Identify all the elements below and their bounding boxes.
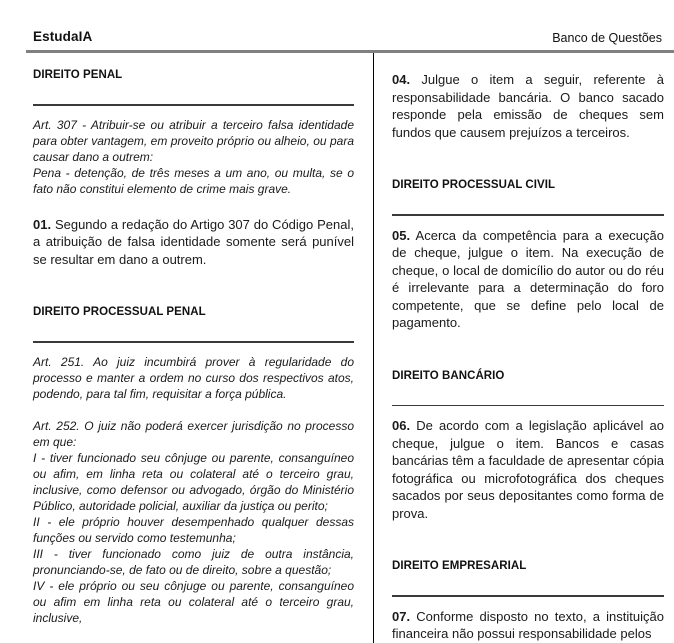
- question-text: Segundo a redação do Artigo 307 do Código Penal, a atribuição de falsa identidade somente será punível se resultar em dano a outrem.: [33, 216, 354, 267]
- question-number: 05.: [392, 227, 411, 243]
- question-text: Acerca da competência para a execução de cheque, julgue o item. Na execução de cheque, o local de domicílio do autor ou do réu é irrelevante para a determinação do foro competente, que se define pelo local de pagamento.: [392, 227, 664, 330]
- article-paragraph: Art. 251. Ao juiz incumbirá prover à regularidade do processo e manter a ordem no curso dos respectivos atos, podendo, para tal fim, requisitar a força pública.: [33, 354, 354, 401]
- article-item-i: I - tiver funcionado seu cônjuge ou parente, consanguíneo ou afim, em linha reta ou colateral até o terceiro grau, inclusive, como defensor ou advogado, órgão do Ministério Público, autoridade policial, auxiliar da justiça ou perito;: [33, 450, 354, 513]
- question-text: De acordo com a legislação aplicável ao cheque, julgue o item. Bancos e casas bancárias têm a faculdade de apresentar cópia fotográfica ou microfotográfica dos cheques sacados por seus depositantes como forma de prova.: [392, 418, 664, 521]
- article-item-ii: II - ele próprio houver desempenhado qualquer dessas funções ou servido como testemunha;: [33, 514, 354, 545]
- article-paragraph: Art. 307 - Atribuir-se ou atribuir a terceiro falsa identidade para obter vantagem, em proveito próprio ou alheio, ou para causar dano a outrem:: [33, 117, 354, 164]
- article-252: [33, 418, 354, 626]
- section-rule: [33, 341, 354, 343]
- section-rule: [392, 595, 664, 597]
- section-title-direito-penal: DIREITO PENAL: [33, 69, 123, 81]
- article-item-iii: III - tiver funcionado como juiz de outra instância, pronunciando-se, de fato ou de direito, sobre a questão;: [33, 546, 354, 577]
- question-06[interactable]: [392, 417, 664, 522]
- question-04[interactable]: [392, 71, 664, 141]
- section-rule: [33, 104, 354, 106]
- two-column-body: [0, 53, 674, 643]
- section-title-direito-empresarial: DIREITO EMPRESARIAL: [392, 560, 527, 572]
- question-01[interactable]: [33, 216, 354, 269]
- article-paragraph: Pena - detenção, de três meses a um ano, ou multa, se o fato não constitui elemento de crime mais grave.: [33, 165, 354, 196]
- question-number: 04.: [392, 72, 411, 87]
- page-header: [26, 0, 662, 50]
- section-title-direito-processual-penal: DIREITO PROCESSUAL PENAL: [33, 306, 206, 318]
- question-07[interactable]: [392, 608, 664, 643]
- section-title-direito-processual-civil: DIREITO PROCESSUAL CIVIL: [392, 179, 556, 191]
- section-rule: [392, 214, 664, 216]
- question-text: Conforme disposto no texto, a instituição financeira não possui responsabilidade pelos: [392, 608, 664, 641]
- article-251: [33, 354, 354, 402]
- question-number: 01.: [33, 216, 52, 232]
- question-number: 07.: [392, 608, 411, 624]
- question-05[interactable]: [392, 227, 664, 332]
- article-307: [33, 117, 354, 197]
- brand-name: EstudaIA: [33, 29, 93, 44]
- section-rule: [392, 405, 664, 407]
- left-column: [0, 53, 374, 643]
- question-number: 06.: [392, 418, 411, 433]
- document-title: Banco de Questões: [552, 31, 662, 45]
- section-title-direito-bancario: DIREITO BANCÁRIO: [392, 369, 505, 382]
- question-text: Julgue o item a seguir, referente à responsabilidade bancária. O banco sacado responde pela emissão de cheques sem fundos que causem prejuízos a terceiros.: [392, 72, 664, 140]
- right-column: [374, 53, 674, 643]
- article-item-iv: IV - ele próprio ou seu cônjuge ou parente, consanguíneo ou afim em linha reta ou colateral até o terceiro grau, inclusive,: [33, 578, 354, 625]
- article-paragraph: Art. 252. O juiz não poderá exercer jurisdição no processo em que:: [33, 418, 354, 449]
